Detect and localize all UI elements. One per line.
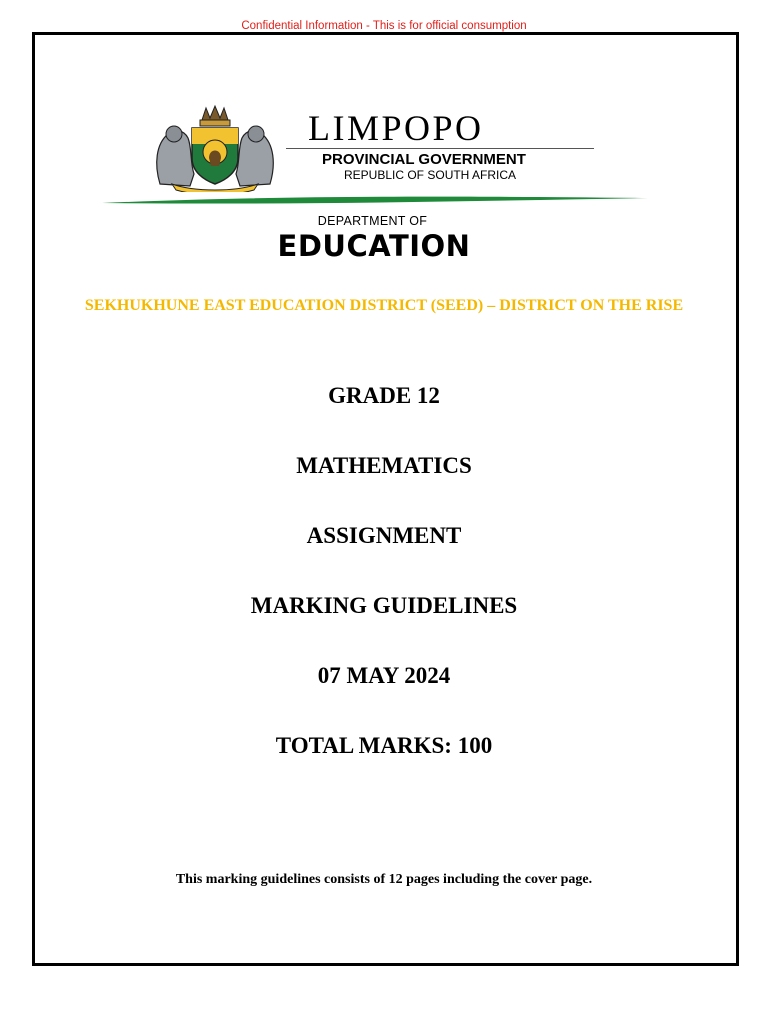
grade-heading: GRADE 12 (328, 383, 440, 408)
task-heading: ASSIGNMENT (306, 523, 462, 548)
page-count-note: This marking guidelines consists of 12 pages including the cover page. (175, 872, 593, 887)
date-heading: 07 MAY 2024 (317, 663, 451, 688)
total-marks-heading: TOTAL MARKS: 100 (275, 733, 493, 758)
document-type-heading: MARKING GUIDELINES (250, 593, 518, 618)
green-swoosh-divider (102, 194, 648, 210)
provincial-government-label: PROVINCIAL GOVERNMENT (322, 151, 526, 168)
country-label: REPUBLIC OF SOUTH AFRICA (344, 168, 517, 182)
province-title: LIMPOPO (308, 108, 484, 148)
confidential-banner: Confidential Information - This is for official consumption (241, 20, 527, 32)
department-prefix: DEPARTMENT OF (317, 214, 428, 228)
coat-of-arms-icon (150, 104, 280, 192)
logo-divider (286, 148, 594, 149)
district-slogan: SEKHUKHUNE EAST EDUCATION DISTRICT (SEED) – DISTRICT ON THE RISE (84, 297, 684, 314)
department-name: EDUCATION (277, 229, 471, 263)
subject-heading: MATHEMATICS (296, 453, 472, 478)
